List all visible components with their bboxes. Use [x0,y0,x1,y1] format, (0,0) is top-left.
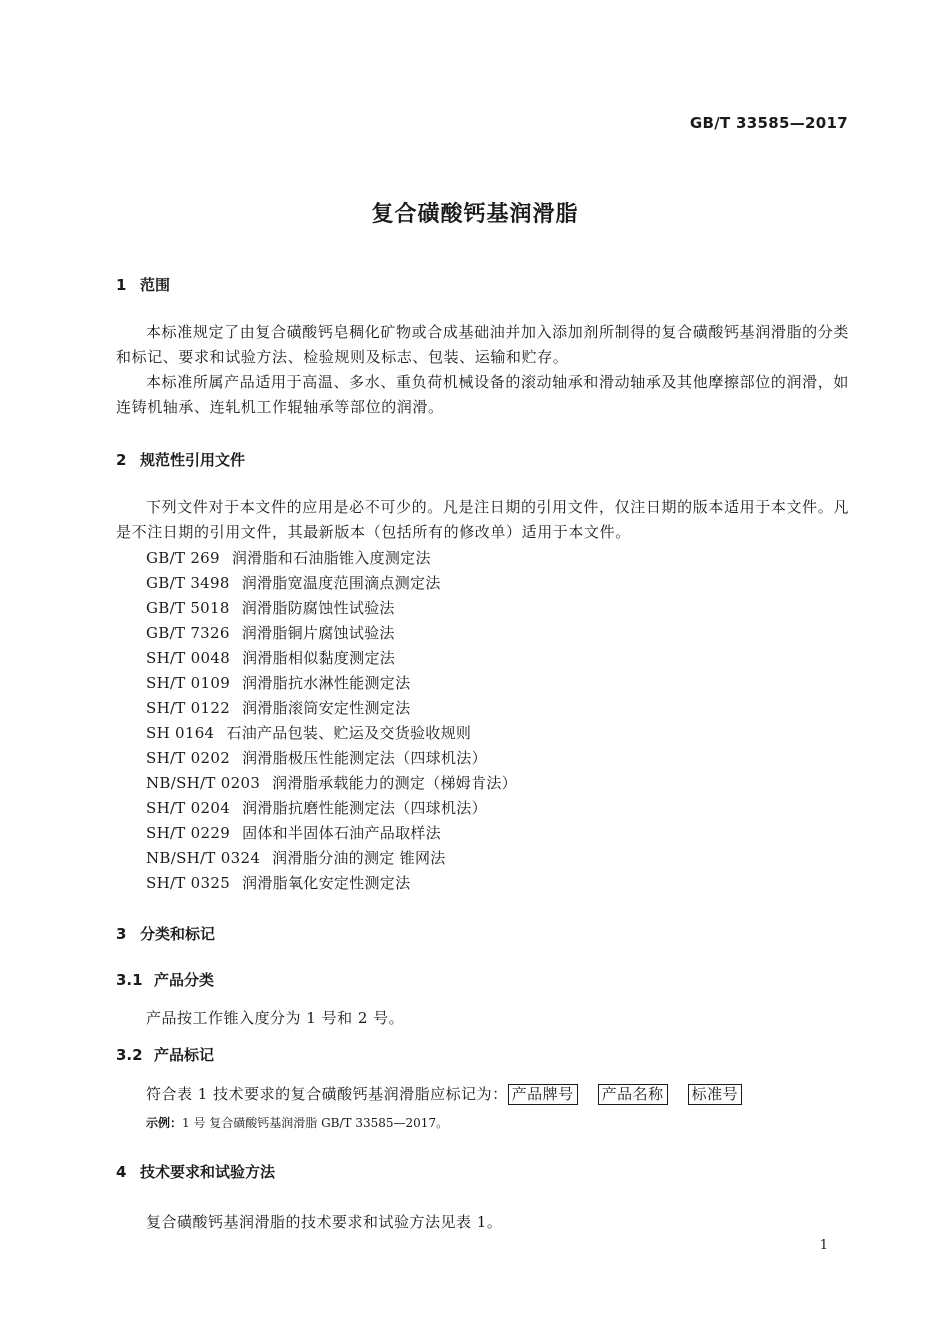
section-1-heading [116,274,170,295]
reference-title: 润滑脂防腐蚀性试验法 [241,599,395,617]
reference-item [146,872,410,893]
subsection-3-1-heading [116,969,214,990]
marking-text: 符合表 1 技术要求的复合磺酸钙基润滑脂应标记为： [146,1085,508,1103]
section-1-paragraph-1: 本标准规定了由复合磺酸钙皂稠化矿物或合成基础油并加入添加剂所制得的复合磺酸钙基润滑脂的分类和标记、要求和试验方法、检验规则及标志、包装、运输和贮存。 [116,323,849,366]
section-4-heading [116,1161,275,1182]
marking-box-brand: 产品牌号 [508,1084,578,1105]
page-number: 1 [819,1238,828,1253]
section-number: 3.1 [116,971,143,989]
reference-item [146,697,410,718]
reference-code: SH/T 0109 [146,674,231,692]
reference-title: 润滑脂承载能力的测定（梯姆肯法） [272,774,517,792]
reference-code: NB/SH/T 0324 [146,849,261,867]
example-label: 示例： [146,1116,183,1130]
section-title: 产品标记 [154,1046,215,1064]
reference-title: 润滑脂宽温度范围滴点测定法 [241,574,441,592]
example-text: 1 号 复合磺酸钙基润滑脂 GB/T 33585—2017。 [182,1116,449,1130]
reference-item [146,572,441,593]
reference-item [146,597,395,618]
reference-item [146,847,446,868]
reference-title: 润滑脂和石油脂锥入度测定法 [231,549,431,567]
reference-item [146,747,487,768]
reference-title: 润滑脂极压性能测定法（四球机法） [242,749,487,767]
marking-line [146,1083,762,1105]
reference-code: GB/T 3498 [146,574,230,592]
section-number: 3 [116,925,127,943]
reference-item [146,797,487,818]
section-number: 4 [116,1163,127,1181]
section-4-text: 复合磺酸钙基润滑脂的技术要求和试验方法见表 1。 [146,1213,503,1231]
reference-code: NB/SH/T 0203 [146,774,261,792]
subsection-3-1-text: 产品按工作锥入度分为 1 号和 2 号。 [146,1009,405,1027]
reference-item [146,722,471,743]
reference-code: GB/T 269 [146,549,220,567]
section-title: 技术要求和试验方法 [140,1163,276,1181]
section-2-heading [116,449,245,470]
reference-code: GB/T 7326 [146,624,230,642]
reference-title: 润滑脂相似黏度测定法 [242,649,396,667]
reference-item [146,647,395,668]
section-number: 1 [116,276,127,294]
reference-item [146,822,441,843]
section-number: 3.2 [116,1046,143,1064]
reference-code: SH/T 0229 [146,824,231,842]
page-title: 复合磺酸钙基润滑脂 [371,202,579,227]
reference-item [146,622,395,643]
section-title: 规范性引用文件 [140,451,246,469]
reference-code: SH/T 0202 [146,749,231,767]
reference-title: 润滑脂滚筒安定性测定法 [242,699,411,717]
reference-title: 润滑脂抗磨性能测定法（四球机法） [242,799,487,817]
subsection-3-2-heading [116,1044,214,1065]
standard-number: GB/T 33585—2017 [689,114,848,132]
section-title: 产品分类 [154,971,215,989]
marking-box-name: 产品名称 [598,1084,668,1105]
marking-example [146,1114,448,1131]
section-1-paragraph-2: 本标准所属产品适用于高温、多水、重负荷机械设备的滚动轴承和滑动轴承及其他摩擦部位的润滑，如连铸机轴承、连轧机工作辊轴承等部位的润滑。 [116,373,849,416]
reference-title: 润滑脂分油的测定 锥网法 [272,849,446,867]
reference-code: GB/T 5018 [146,599,230,617]
reference-item [146,672,410,693]
reference-item [146,772,517,793]
reference-code: SH/T 0048 [146,649,231,667]
section-title: 范围 [140,276,171,294]
reference-title: 固体和半固体石油产品取样法 [242,824,441,842]
reference-code: SH/T 0325 [146,874,231,892]
section-2-intro: 下列文件对于本文件的应用是必不可少的。凡是注日期的引用文件，仅注日期的版本适用于本文件。凡是不注日期的引用文件，其最新版本（包括所有的修改单）适用于本文件。 [116,498,849,541]
reference-title: 润滑脂氧化安定性测定法 [242,874,411,892]
section-number: 2 [116,451,127,469]
section-title: 分类和标记 [140,925,216,943]
reference-title: 石油产品包装、贮运及交货验收规则 [226,724,472,742]
reference-code: SH/T 0204 [146,799,231,817]
reference-item [146,547,431,568]
reference-title: 润滑脂铜片腐蚀试验法 [241,624,395,642]
reference-code: SH/T 0122 [146,699,231,717]
reference-title: 润滑脂抗水淋性能测定法 [242,674,411,692]
section-3-heading [116,923,215,944]
reference-code: SH 0164 [146,724,215,742]
marking-box-standard: 标准号 [688,1084,743,1105]
